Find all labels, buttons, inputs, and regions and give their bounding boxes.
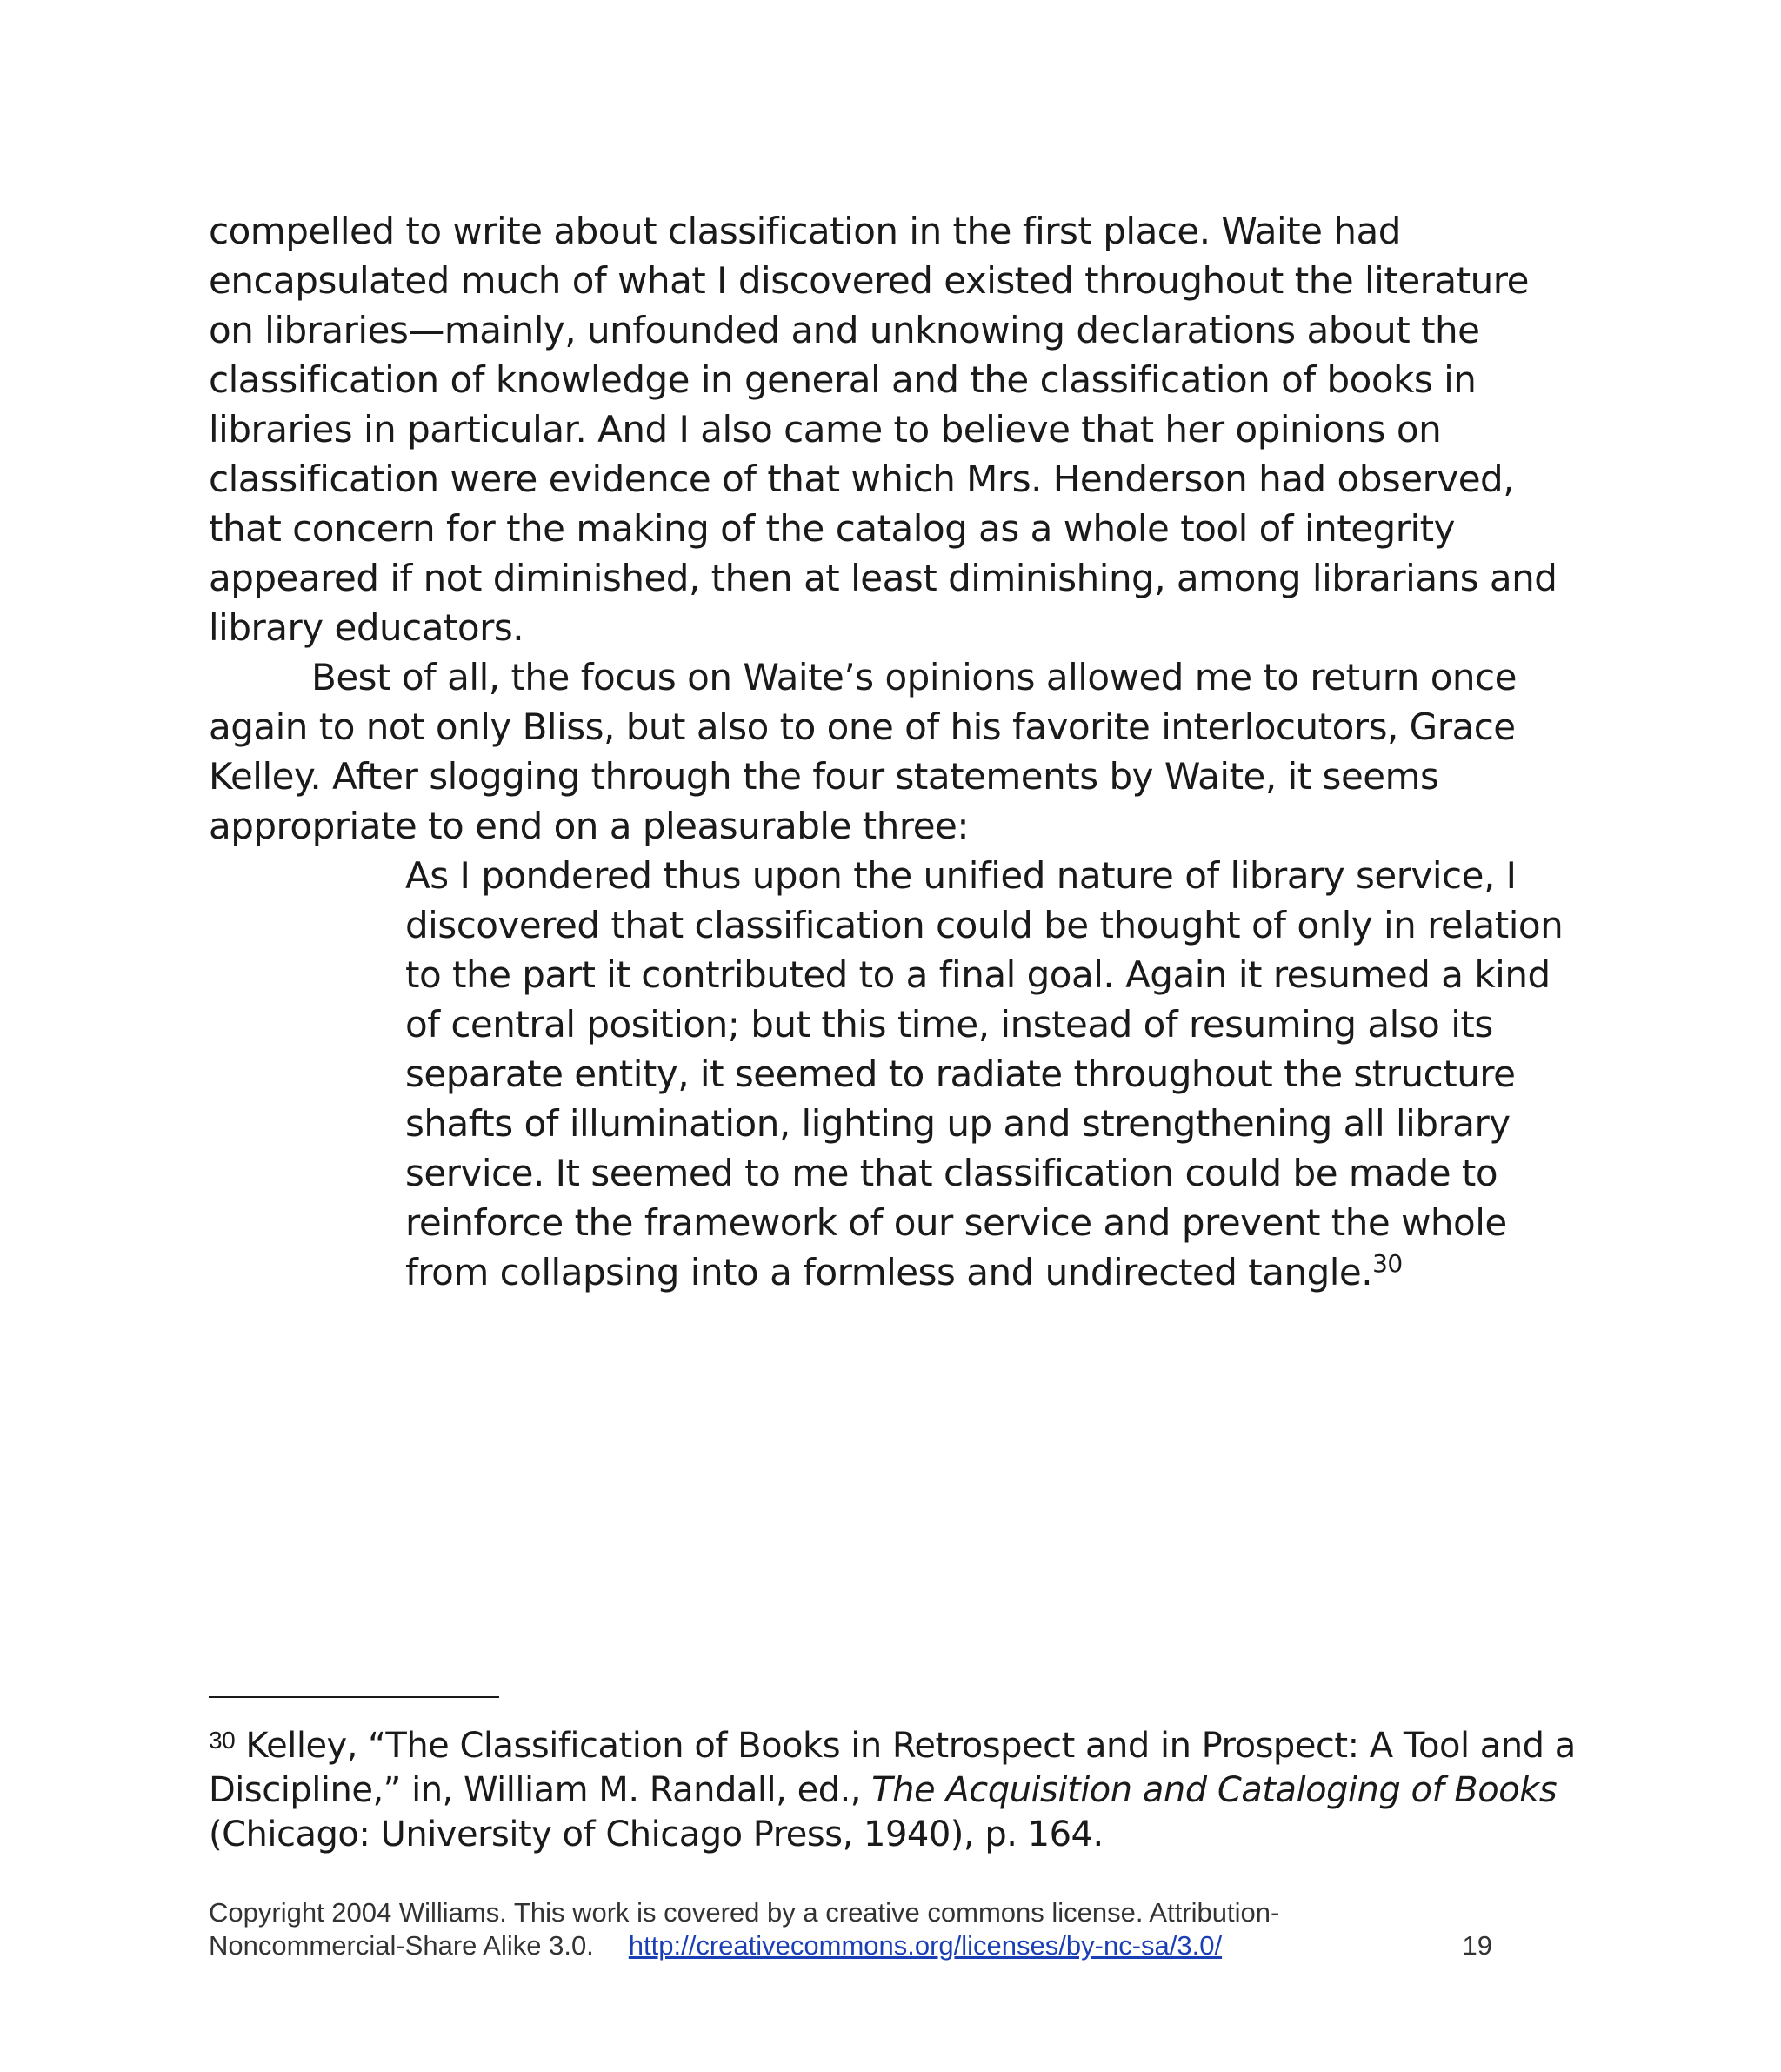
footnote-book-title: The Acquisition and Cataloging of Books — [871, 1770, 1558, 1810]
footnote-number: 30 — [209, 1727, 236, 1754]
block-quote-text: As I pondered thus upon the unified nature of library service, I discovered that classification could be thought of only in relation to the part it contributed to a final goal. Again it resumed a kind of central position; but this time, instead of resuming also its separate entity, it seemed to radiate throughout the structure shafts of illumination, lighting up and strengthening all library service. It seemed to me that classification could be made to reinforce the framework of our service and prevent the whole from collapsing into a formless and undirected tangle. — [405, 854, 1564, 1293]
license-line — [209, 1929, 1496, 1962]
body-text — [209, 206, 1583, 1297]
license-name: Noncommercial-Share Alike 3.0. — [209, 1930, 594, 1961]
page-footer — [209, 1896, 1496, 1962]
paragraph-2: Best of all, the focus on Waite’s opinions allowed me to return once again to not only Bliss, but also to one of his favorite interlocutors, Grace Kelley. After slogging through the four statements by Waite, it seems appropriate to end on a pleasurable three: — [209, 656, 1517, 847]
page-number: 19 — [1462, 1930, 1492, 1961]
paragraph-1: compelled to write about classification in the first place. Waite had encapsulated much of what I discovered existed throughout the literature on libraries—mainly, unfounded and unknowing declarations about the classification of knowledge in general and the classification of books in libraries in particular. And I also came to believe that her opinions on classification were evidence of that which Mrs. Henderson had observed, that concern for the making of the catalog as a whole tool of integrity appeared if not diminished, then at least diminishing, among librarians and library educators. — [209, 210, 1558, 649]
copyright-line: Copyright 2004 Williams. This work is covered by a creative commons license. Attribution- — [209, 1897, 1280, 1928]
block-quote — [405, 851, 1583, 1297]
footnote-separator — [209, 1696, 499, 1698]
footnote-text-before: Kelley, “The Classification of Books in Retrospect and in Prospect: A Tool and a Discipline,” in, William M. Randall, ed., — [209, 1726, 1576, 1810]
footnote — [209, 1724, 1583, 1857]
license-link[interactable]: http://creativecommons.org/licenses/by-nc-sa/3.0/ — [628, 1930, 1223, 1961]
footnote-reference[interactable]: 30 — [1372, 1249, 1403, 1278]
footnote-text-after: (Chicago: University of Chicago Press, 1940), p. 164. — [209, 1815, 1104, 1855]
